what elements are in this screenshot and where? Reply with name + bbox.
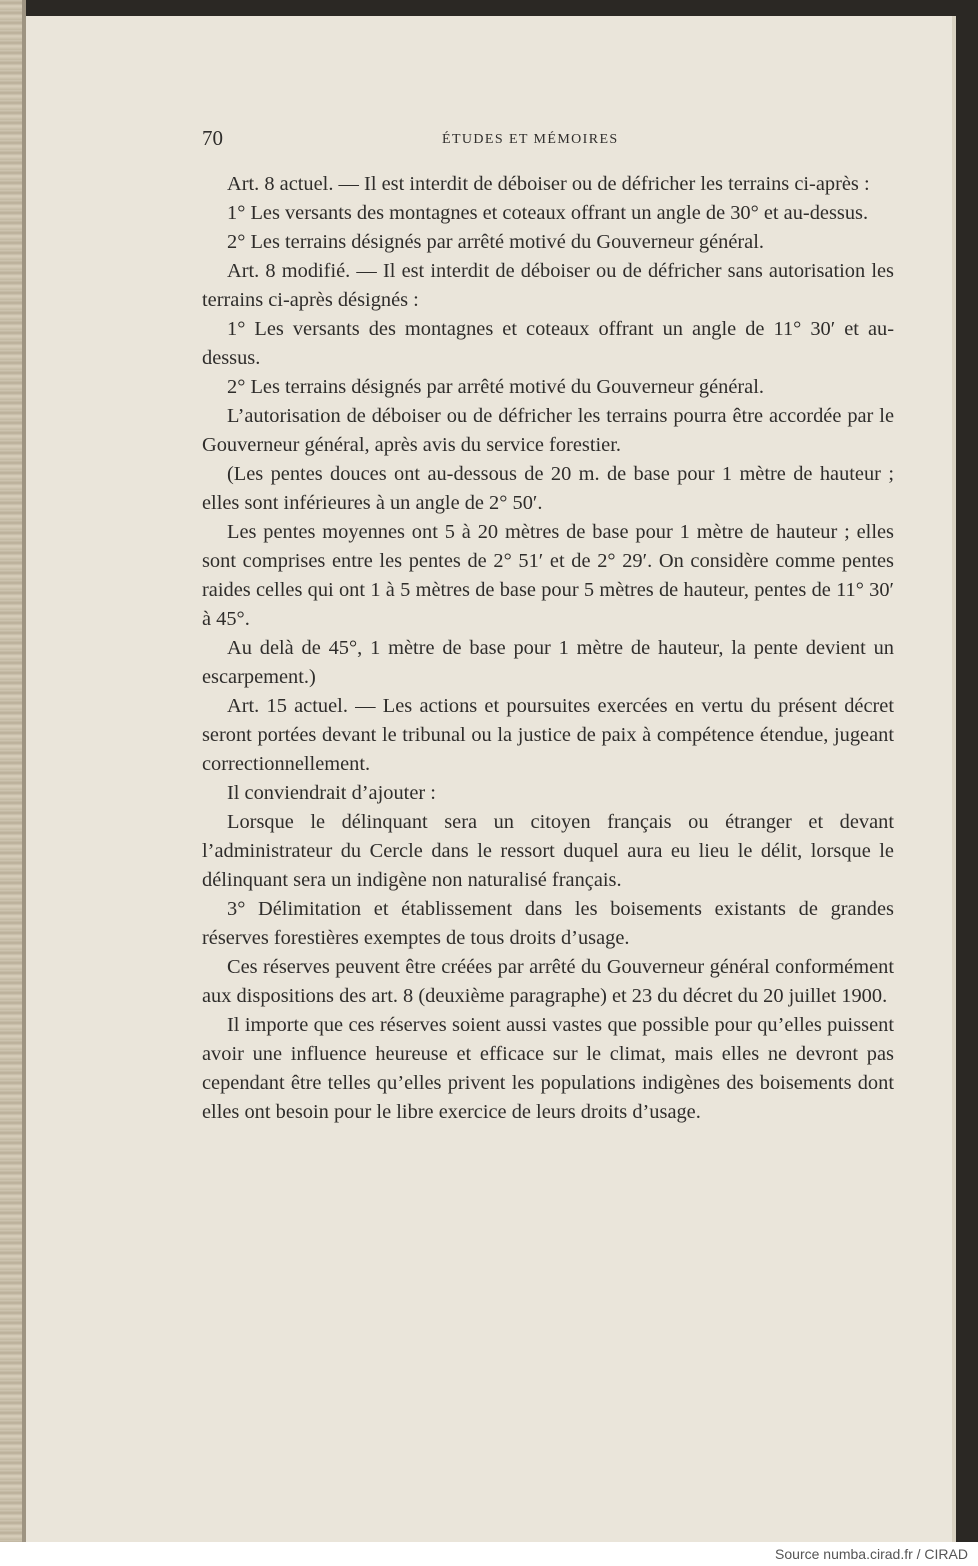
paragraph: Au delà de 45°, 1 mètre de base pour 1 mètre de hauteur, la pente devient un escarpement.) <box>202 637 894 688</box>
paragraph: 3° Délimitation et établissement dans les boisements existants de grandes réserves forestières exemptes de tous droits d’usage. <box>202 898 894 949</box>
paragraph: 1° Les versants des montagnes et coteaux offrant un angle de 11° 30′ et au-dessus. <box>202 318 894 369</box>
paragraph: Art. 8 modifié. — Il est interdit de déboiser ou de défricher sans autorisation les terrains ci-après désignés : <box>202 260 894 311</box>
page-header <box>202 126 894 156</box>
paragraph: 2° Les terrains désignés par arrêté motivé du Gouverneur général. <box>227 231 764 253</box>
body-text <box>202 170 894 1127</box>
running-head: ÉTUDES ET MÉMOIRES <box>442 132 619 147</box>
paragraph: 1° Les versants des montagnes et coteaux offrant un angle de 30° et au-dessus. <box>227 202 869 224</box>
paragraph: Il conviendrait d’ajouter : <box>227 782 436 804</box>
paragraph: Il importe que ces réserves soient aussi vastes que possible pour qu’elles puissent avoir une influence heureuse et efficace sur le climat, mais elles ne devront pas cependant être telles qu’elles privent les populations indigènes des boisements dont elles ont besoin pour le libre exercice de leurs droits d’usage. <box>202 1014 894 1123</box>
paragraph: Lorsque le délinquant sera un citoyen français ou étranger et devant l’administrateur du Cercle dans le ressort duquel aura eu lieu le délit, lorsque le délinquant sera un indigène non naturalisé français. <box>202 811 894 891</box>
paragraph: 2° Les terrains désignés par arrêté motivé du Gouverneur général. <box>227 376 764 398</box>
source-credit: Source numba.cirad.fr / CIRAD <box>775 1546 968 1562</box>
page-number: 70 <box>202 126 223 150</box>
paragraph: Art. 15 actuel. — Les actions et poursuites exercées en vertu du présent décret seront portées devant le tribunal ou la justice de paix à compétence étendue, jugeant correctionnellement. <box>202 695 894 775</box>
book-binding <box>0 0 26 1542</box>
paragraph: Art. 8 actuel. — Il est interdit de déboiser ou de défricher les terrains ci-après : <box>227 173 870 195</box>
page-edge <box>952 16 956 1542</box>
source-footer <box>0 1542 978 1566</box>
paragraph: Ces réserves peuvent être créées par arrêté du Gouverneur général conformément aux dispositions des art. 8 (deuxième paragraphe) et 23 du décret du 20 juillet 1900. <box>202 956 894 1007</box>
paragraph: L’autorisation de déboiser ou de défricher les terrains pourra être accordée par le Gouverneur général, après avis du service forestier. <box>202 405 894 456</box>
paragraph: Les pentes moyennes ont 5 à 20 mètres de base pour 1 mètre de hauteur ; elles sont comprises entre les pentes de 2° 51′ et de 2° 29′. On considère comme pentes raides celles qui ont 1 à 5 mètres de base pour 5 mètres de hauteur, pentes de 11° 30′ à 45°. <box>202 521 894 630</box>
paragraph: (Les pentes douces ont au-dessous de 20 m. de base pour 1 mètre de hauteur ; elles sont inférieures à un angle de 2° 50′. <box>202 463 894 514</box>
